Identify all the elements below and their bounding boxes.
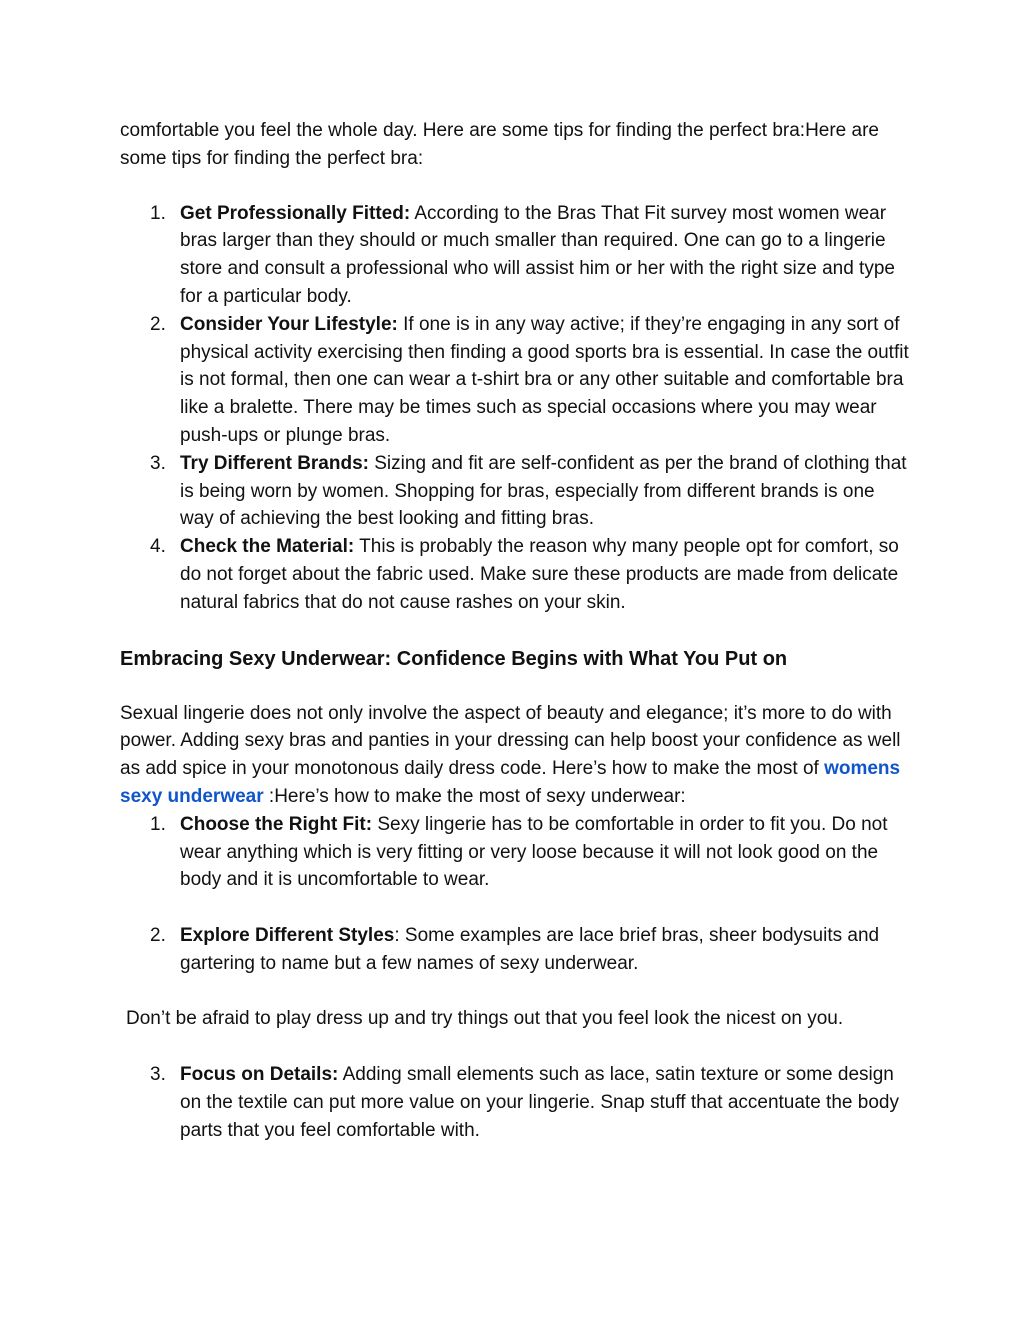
list-item: [120, 811, 910, 894]
list-number: 1.: [150, 202, 166, 224]
section-heading: Embracing Sexy Underwear: Confidence Begins with What You Put on: [120, 647, 788, 670]
sexy-intro-paragraph: [120, 700, 910, 811]
womens-sexy-underwear-link[interactable]: womens sexy underwear: [120, 758, 901, 807]
list-item: [120, 922, 910, 978]
list-item-text: If one is in any way active; if they’re engaging in any sort of physical activity exercising then finding a good sports bra is essential. In case the outfit is not formal, then one can wear a t-shirt bra or any other suitable and comfortable bra like a bralette. There may be times such as special occasions where you may wear push-ups or plunge bras.: [180, 313, 909, 446]
bra-tips-list: [120, 200, 910, 617]
list-number: 2.: [150, 313, 166, 335]
sexy-tips-list-continued: [120, 1061, 910, 1144]
list-item-text: Adding small elements such as lace, satin texture or some design on the textile can put more value on your lingerie. Snap stuff that accentuate the body parts that you feel comfortable with.: [180, 1063, 899, 1141]
paragraph-text: Sexual lingerie does not only involve the aspect of beauty and elegance; it’s more to do with power. Adding sexy bras and panties in your dressing can help boost your confidence as well as add spice in your monotonous daily dress code. Here’s how to make the most of: [120, 702, 901, 780]
intro-paragraph: comfortable you feel the whole day. Here are some tips for finding the perfect bra:Here are some tips for finding the perfect bra:: [120, 120, 879, 169]
list-item-title: Try Different Brands:: [180, 452, 369, 474]
list-number: 4.: [150, 536, 166, 558]
list-item-title: Explore Different Styles: [180, 924, 395, 946]
list-number: 3.: [150, 452, 166, 474]
list-item-title: Check the Material:: [180, 536, 355, 558]
sexy-tips-list: [120, 811, 910, 978]
list-item: [120, 533, 910, 616]
list-item-text: Sexy lingerie has to be comfortable in order to fit you. Do not wear anything which is very fitting or very loose because it will not look good on the body and it is uncomfortable to wear.: [180, 813, 888, 891]
list-item-title: Choose the Right Fit:: [180, 813, 373, 835]
list-item-title: Consider Your Lifestyle:: [180, 313, 398, 335]
document-page: [120, 117, 910, 1144]
list-item-text: According to the Bras That Fit survey most women wear bras larger than they should or much smaller than required. One can go to a lingerie store and consult a professional who will assist him or her with the right size and type for a particular body.: [180, 202, 895, 307]
list-item: [120, 1061, 910, 1144]
list-item-text: : Some examples are lace brief bras, sheer bodysuits and gartering to name but a few names of sexy underwear.: [180, 924, 880, 974]
list-number: 1.: [150, 813, 166, 835]
list-number: 2.: [150, 924, 166, 946]
list-item: [120, 200, 910, 311]
list-number: 3.: [150, 1063, 166, 1085]
aside-paragraph: Don’t be afraid to play dress up and try things out that you feel look the nicest on you.: [126, 1008, 844, 1030]
paragraph-text: :Here’s how to make the most of sexy underwear:: [263, 785, 686, 807]
list-item-title: Get Professionally Fitted:: [180, 202, 411, 224]
list-item-text: Sizing and fit are self-confident as per the brand of clothing that is being worn by women. Shopping for bras, especially from different brands is one way of achieving the best looking and fitting bras.: [180, 452, 907, 530]
list-item: [120, 311, 910, 450]
list-item: [120, 450, 910, 533]
list-item-text: This is probably the reason why many people opt for comfort, so do not forget about the fabric used. Make sure these products are made from delicate natural fabrics that do not cause rashes on your skin.: [180, 536, 899, 613]
list-item-title: Focus on Details:: [180, 1063, 339, 1085]
